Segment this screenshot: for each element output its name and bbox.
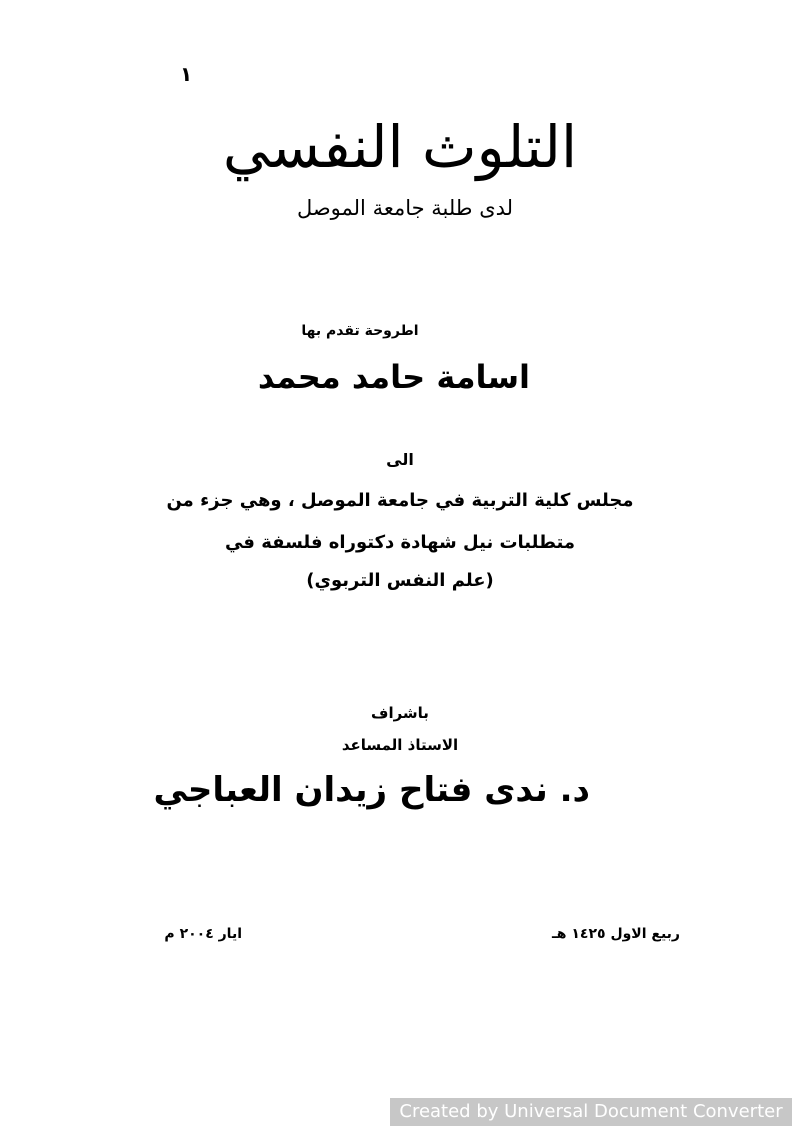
council-line-1: مجلس كلية التربية في جامعة الموصل ، وهي جزء من: [166, 490, 634, 511]
thesis-title: التلوث النفسي: [222, 113, 578, 181]
date-gregorian: ايار ٢٠٠٤ م: [164, 926, 242, 942]
supervisor-name: د. ندى فتاح زيدان العباجي: [153, 770, 590, 810]
intro-label: اطروحة تقدم بها: [301, 323, 419, 339]
thesis-subtitle: لدى طلبة جامعة الموصل: [296, 196, 514, 220]
author-name: اسامة حامد محمد: [257, 358, 530, 396]
to-label: الى: [386, 450, 414, 469]
date-hijri: ربيع الاول ١٤٢٥ هـ: [552, 926, 680, 942]
council-line-2: متطلبات نيل شهادة دكتوراه فلسفة في: [224, 532, 576, 553]
page-number: ١: [180, 62, 193, 86]
supervision-label: باشراف: [371, 704, 429, 722]
specialization: (علم النفس التربوي): [306, 570, 494, 591]
supervisor-title: الاستاذ المساعد: [341, 736, 459, 754]
converter-watermark: Created by Universal Document Converter: [390, 1098, 792, 1126]
